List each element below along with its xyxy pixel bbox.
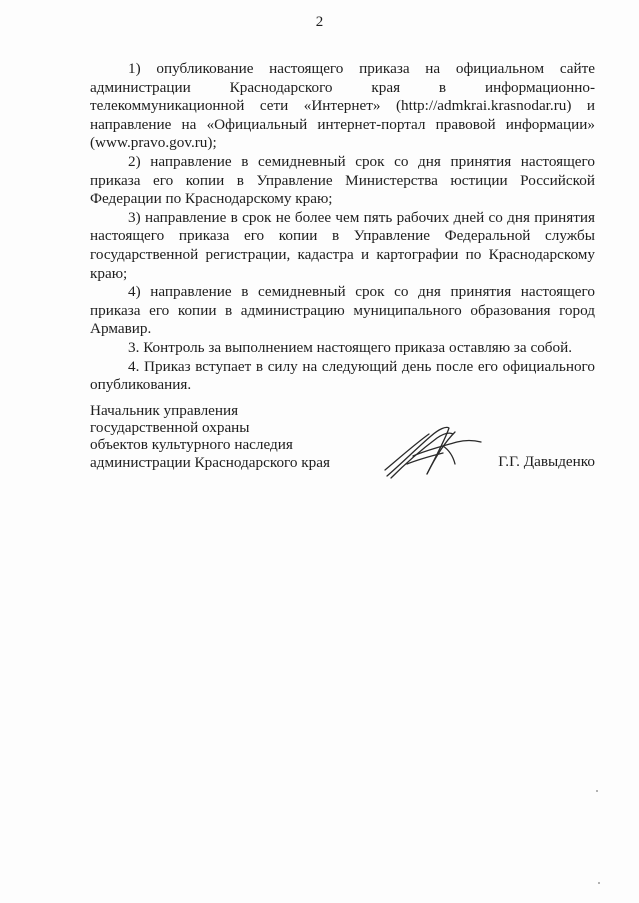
scan-speck (598, 882, 600, 884)
paragraph-armavir-administration: 4) направление в семидневный срок со дня принятия настоящего приказа его копии в администрацию муниципального образования город Армавир. (90, 283, 595, 338)
signer-position (90, 402, 360, 471)
paragraph-registration-service: 3) направление в срок не более чем пять рабочих дней со дня принятия настоящего приказа его копии в Управление Федеральной службы государственной регистрации, кадастра и картографии по Краснодарскому краю; (90, 208, 595, 282)
paragraph-effective-date: 4. Приказ вступает в силу на следующий день после его официального опубликования. (90, 357, 595, 394)
signer-position-line: Начальник управления (90, 402, 239, 419)
paragraph-ministry-of-justice: 2) направление в семидневный срок со дня принятия настоящего приказа его копии в Управление Министерства юстиции Российской Федерации по Краснодарскому краю; (90, 152, 595, 208)
paragraph-publication: 1) опубликование настоящего приказа на официальном сайте администрации Краснодарского края в информационно-телекоммуникационной сети «Интернет» (http://admkrai.krasnodar.ru) и направление на «Официальный интернет-портал правовой информации» (www.pravo.gov.ru); (90, 60, 595, 152)
signature-block (90, 402, 595, 482)
signer-position-line: государственной охраны (90, 419, 250, 437)
paragraph-control: 3. Контроль за выполнением настоящего приказа оставляю за собой. (128, 338, 573, 356)
scan-speck (596, 790, 598, 792)
handwritten-signature (383, 420, 483, 482)
signer-name: Г.Г. Давыденко (498, 453, 595, 470)
page-number: 2 (315, 14, 324, 30)
signer-position-line: администрации Краснодарского края (90, 453, 330, 471)
signer-position-line: объектов культурного наследия (90, 436, 293, 454)
order-body (90, 60, 595, 395)
